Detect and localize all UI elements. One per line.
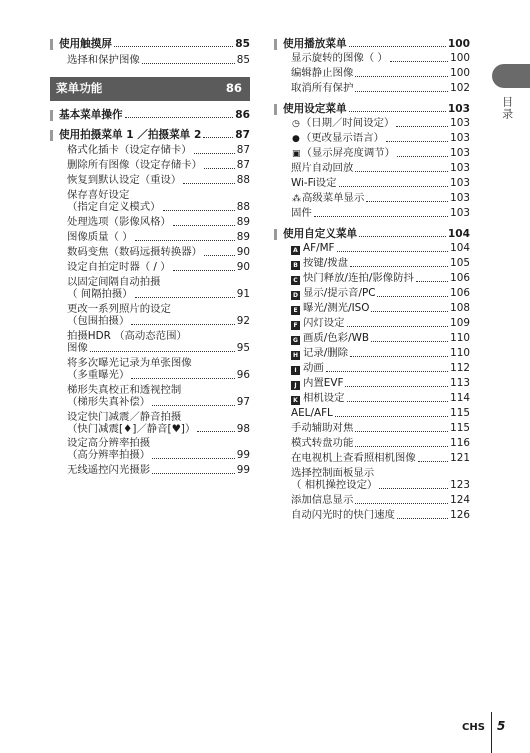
toc-item-page: 103 <box>450 206 470 219</box>
toc-item-label: H 记录/删除 <box>292 347 349 360</box>
toc-item-page: 95 <box>236 341 250 354</box>
left-column <box>50 38 250 477</box>
custom-menu-icon: D <box>291 291 300 300</box>
toc-item-label: 照片自动回放 <box>291 162 354 175</box>
toc-item-label: 模式转盘功能 <box>291 436 354 449</box>
toc-item-page: 102 <box>450 82 470 95</box>
toc-item[interactable] <box>274 163 470 175</box>
section-custom-menu[interactable]: 使用自定义菜单 104 <box>274 228 470 240</box>
toc-item-label: （梯形失真补偿） <box>67 395 151 408</box>
toc-item-label: AEL/AFL <box>291 407 333 420</box>
toc-item-label: （多重曝光） <box>67 368 130 381</box>
toc-item[interactable] <box>50 175 250 187</box>
toc-item-page: 88 <box>236 174 250 187</box>
custom-menu-icon: B <box>291 261 300 270</box>
toc-item-label: 无线遥控闪光摄影 <box>67 464 151 477</box>
toc-item-label: J 内置EVF <box>291 378 343 390</box>
toc-item-label: 选择控制面板显示 <box>291 466 375 479</box>
toc-item-label: 设定自拍定时器（ / ） <box>67 261 171 274</box>
toc-item-page: 112 <box>450 362 470 375</box>
toc-item[interactable] <box>50 385 250 409</box>
custom-menu-icon: C <box>291 276 300 285</box>
setup-icon: ◷ <box>292 119 300 130</box>
playback-menu-items <box>274 53 470 95</box>
custom-menu-icon: K <box>291 396 300 405</box>
section-bar <box>50 39 53 50</box>
toc-item[interactable] <box>50 145 250 157</box>
toc-item-page: 104 <box>450 242 470 255</box>
toc-item[interactable] <box>50 232 250 244</box>
section-page: 85 <box>235 38 250 50</box>
toc-item-label: I 动画 <box>291 363 324 375</box>
toc-item[interactable] <box>50 160 250 172</box>
footer-page-number: 5 <box>497 719 506 733</box>
toc-item[interactable] <box>274 495 470 507</box>
toc-item-label: 以固定间隔自动拍摄 <box>67 276 161 289</box>
toc-item-label: ▣（显示屏亮度调节） <box>292 147 396 160</box>
toc-item-label: Wi-Fi设定 <box>291 177 337 190</box>
right-column <box>274 38 470 522</box>
toc-item[interactable] <box>274 378 470 390</box>
setup-menu-items <box>274 118 470 220</box>
toc-item-label: 设定快门减震／静音拍摄 <box>67 410 182 423</box>
toc-item[interactable] <box>274 408 470 420</box>
toc-item-label: 图像 <box>67 341 88 354</box>
toc-item[interactable] <box>274 468 470 492</box>
custom-menu-icon: E <box>291 306 300 315</box>
toc-item-page: 108 <box>450 302 470 315</box>
custom-plain-items <box>274 408 470 522</box>
toc-item-page: 89 <box>236 216 250 229</box>
toc-item-label: G 画质/色彩/WB <box>291 333 369 345</box>
toc-item-label: 在电视机上查看照相机图像 <box>291 451 416 464</box>
side-label: 目录 <box>500 96 514 120</box>
chapter-tab[interactable] <box>492 64 530 88</box>
toc-item-label: 保存喜好设定 <box>67 189 130 202</box>
custom-menu-icon: G <box>291 336 300 345</box>
custom-menu-icon: J <box>291 381 300 390</box>
toc-item-page: 115 <box>450 422 470 434</box>
toc-item-label: K 相机设定 <box>291 393 345 405</box>
toc-item[interactable] <box>274 510 470 522</box>
toc-item[interactable] <box>274 423 470 435</box>
toc-item-page: 103 <box>450 117 470 130</box>
toc-item-label: （ 相机操控设定） <box>291 478 378 491</box>
toc-item-label: 恢复到默认设定（重设） <box>67 174 182 187</box>
toc-item-label: 手动辅助对焦 <box>291 422 354 434</box>
toc-item[interactable] <box>274 53 470 65</box>
toc-item-page: 103 <box>450 162 470 175</box>
toc-item-label: 图像质量（ ） <box>67 231 133 244</box>
toc-item[interactable] <box>274 438 470 450</box>
section-shooting-menu[interactable]: 使用拍摄菜单 1 ／拍摄菜单 2 87 <box>50 129 250 141</box>
toc-item[interactable] <box>50 412 250 436</box>
toc-item-page: 121 <box>450 451 470 464</box>
toc-item[interactable] <box>274 318 470 330</box>
toc-item-label: 格式化插卡（设定存储卡） <box>67 144 192 157</box>
toc-item-page: 110 <box>450 332 470 345</box>
toc-item[interactable] <box>274 118 470 130</box>
toc-item-label: ◷（日期／时间设定） <box>292 117 395 130</box>
toc-item[interactable] <box>50 358 250 382</box>
toc-item-page: 123 <box>450 478 470 491</box>
toc-item-page: 105 <box>450 257 470 270</box>
toc-item[interactable] <box>274 68 470 80</box>
toc-item[interactable] <box>274 303 470 315</box>
toc-item[interactable] <box>50 262 250 274</box>
toc-item[interactable] <box>274 193 470 205</box>
toc-item-label: （ 间隔拍摄） <box>67 288 133 300</box>
toc-item-label: B 按键/拨盘 <box>291 258 348 270</box>
toc-item-label: （快门减震[♦]／静音[♥]） <box>67 422 196 435</box>
toc-item[interactable] <box>50 304 250 328</box>
toc-item[interactable] <box>274 148 470 160</box>
toc-item-page: 106 <box>450 272 470 285</box>
toc-item-label: C 快门释放/连拍/影像防抖 <box>291 273 414 285</box>
toc-item-page: 89 <box>236 231 250 244</box>
toc-item-label: （高分辨率拍摄） <box>67 449 151 462</box>
toc-item-label: 取消所有保护 <box>291 82 354 95</box>
toc-item[interactable] <box>274 258 470 270</box>
menu-functions-header <box>50 77 250 101</box>
menu-functions-page: 86 <box>225 81 242 96</box>
toc-item[interactable] <box>274 348 470 360</box>
section-playback-menu[interactable]: 使用播放菜单 100 <box>274 38 470 50</box>
toc-item[interactable] <box>274 83 470 95</box>
toc-item-page: 98 <box>236 422 250 435</box>
section-touch-screen[interactable] <box>50 38 250 50</box>
toc-item[interactable] <box>274 178 470 190</box>
toc-item[interactable] <box>50 465 250 477</box>
toc-item-page: 90 <box>236 261 250 274</box>
toc-item-label: 处理选项（影像风格） <box>67 216 171 229</box>
toc-item-page: 115 <box>450 407 470 420</box>
custom-menu-icon: A <box>291 246 300 255</box>
toc-item-label: （指定自定义模式） <box>67 201 161 214</box>
toc-item-page: 113 <box>450 377 470 390</box>
toc-item-page: 126 <box>450 508 470 521</box>
toc-item-label: A AF/MF <box>291 243 335 255</box>
toc-item[interactable] <box>50 438 250 462</box>
toc-item[interactable] <box>274 363 470 375</box>
setup-icon: ⁂ <box>292 193 301 204</box>
toc-item-page: 97 <box>236 395 250 408</box>
custom-menu-icon: H <box>292 352 299 360</box>
section-label: 使用触摸屏 <box>59 38 112 50</box>
toc-item-label: （包围拍摄） <box>67 314 130 327</box>
toc-item-label: E 曝光/测光/ISO <box>291 303 369 315</box>
toc-item[interactable] <box>50 247 250 259</box>
toc-item-page: 100 <box>450 67 470 80</box>
footer-rule <box>491 712 492 753</box>
toc-item-label: 删除所有图像（设定存储卡） <box>67 159 203 172</box>
toc-item-page: 114 <box>450 392 470 405</box>
toc-item-page: 116 <box>450 436 470 449</box>
toc-item[interactable] <box>274 453 470 465</box>
toc-item-page: 92 <box>236 314 250 327</box>
toc-item[interactable] <box>50 331 250 355</box>
menu-functions-title: 菜单功能 <box>56 81 103 96</box>
toc-item-label: 编辑静止图像 <box>291 67 354 80</box>
toc-item-page: 100 <box>450 52 470 65</box>
setup-icon: ● <box>292 134 300 145</box>
toc-item-page: 87 <box>236 144 250 157</box>
footer-lang-code: CHS <box>462 722 485 733</box>
toc-item-label: 梯形失真校正和透视控制 <box>67 383 182 396</box>
custom-menu-items <box>274 243 470 405</box>
toc-item[interactable] <box>50 277 250 301</box>
toc-item-page: 91 <box>236 288 250 300</box>
custom-menu-icon: F <box>291 321 300 330</box>
toc-item-label: ●（更改显示语言） <box>292 132 384 145</box>
toc-item-page: 103 <box>450 132 470 145</box>
toc-item-label: ⁂高级菜单显示 <box>292 191 365 204</box>
toc-item-page: 96 <box>236 368 250 381</box>
toc-item-page: 88 <box>236 201 250 214</box>
toc-item-page: 109 <box>450 317 470 330</box>
toc-item-label: F 闪灯设定 <box>291 318 345 330</box>
toc-item[interactable] <box>274 288 470 300</box>
toc-item[interactable] <box>274 208 470 220</box>
custom-menu-icon: I <box>291 366 300 375</box>
toc-item-page: 106 <box>450 287 470 300</box>
toc-item[interactable] <box>274 273 470 285</box>
toc-item-page: 103 <box>450 177 470 190</box>
toc-item[interactable] <box>274 133 470 145</box>
toc-item-label: 设定高分辨率拍摄 <box>67 437 151 450</box>
toc-item-page: 103 <box>450 147 470 160</box>
setup-icon: ▣ <box>292 149 301 160</box>
toc-item-label: 自动闪光时的快门速度 <box>291 508 395 521</box>
toc-item-label: 显示旋转的图像（ ） <box>291 52 388 65</box>
shooting-menu-items <box>50 145 250 477</box>
toc-item-select-protect[interactable]: 选择和保护图像 85 <box>67 54 250 67</box>
toc-item-page: 99 <box>236 464 250 477</box>
section-setup-menu[interactable]: 使用设定菜单 103 <box>274 103 470 115</box>
toc-item-page: 87 <box>236 159 250 172</box>
toc-item-page: 110 <box>450 347 470 360</box>
toc-item-label: 拍摄HDR （高动态范围） <box>67 329 187 342</box>
toc-item[interactable] <box>274 243 470 255</box>
toc-item[interactable] <box>50 190 250 214</box>
section-basic-menu[interactable]: 基本菜单操作 86 <box>50 109 250 121</box>
toc-item[interactable] <box>50 217 250 229</box>
toc-item[interactable] <box>274 333 470 345</box>
toc-item-page: 124 <box>450 493 470 506</box>
toc-item-label: D 显示/提示音/PC <box>293 287 376 300</box>
toc-item-label: 添加信息显示 <box>291 493 354 506</box>
toc-item-label: 更改一系列照片的设定 <box>67 302 171 315</box>
toc-item-page: 103 <box>450 191 470 204</box>
toc-item[interactable] <box>274 393 470 405</box>
toc-item-page: 99 <box>236 449 250 462</box>
toc-item-page: 90 <box>236 246 250 259</box>
toc-item-label: 固件 <box>291 206 312 219</box>
toc-item-label: 数码变焦（数码远摄转换器） <box>67 246 203 259</box>
toc-item-label: 将多次曝光记录为单张图像 <box>67 356 192 369</box>
